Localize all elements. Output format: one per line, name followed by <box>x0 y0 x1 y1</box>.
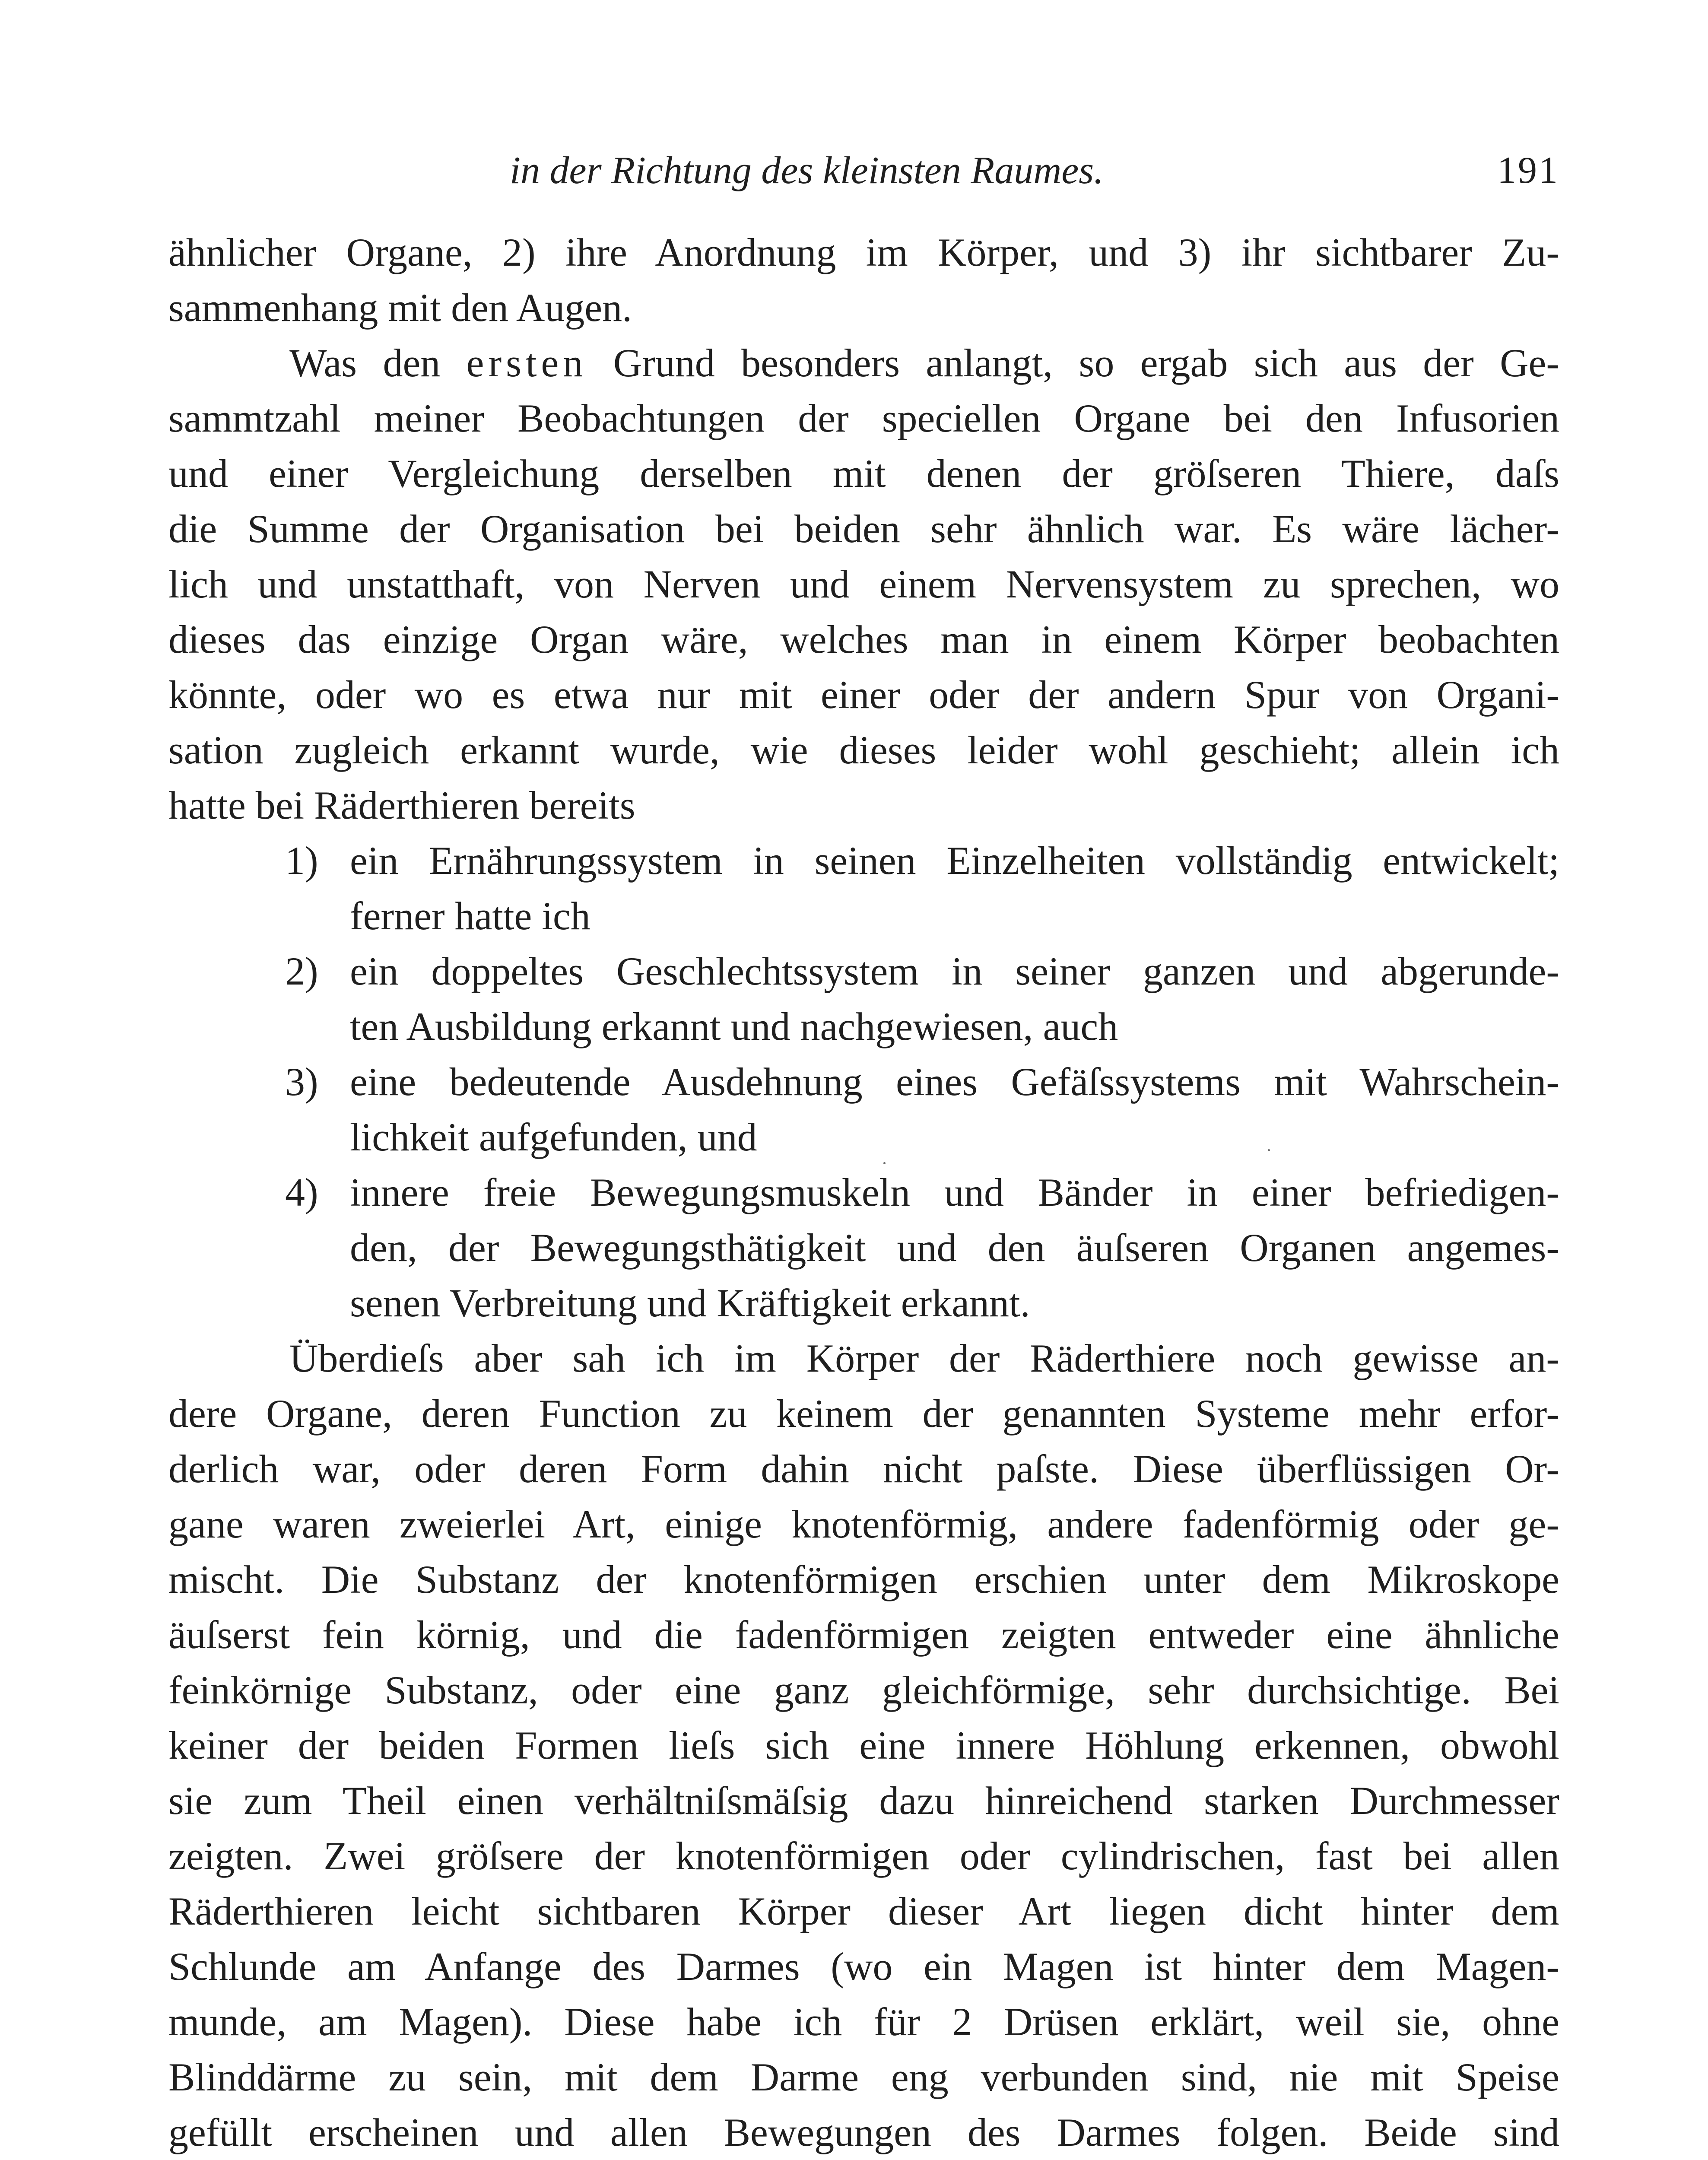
list-number: 3) <box>285 1060 318 1104</box>
body-text <box>168 225 1559 2160</box>
page-number: 191 <box>1497 149 1559 191</box>
text-line: lich und unstatthaft, von Nerven und einem Nervensystem zu sprechen, wo <box>168 562 1559 606</box>
text-line: sie zum Theil einen verhältniſsmäſsig dazu hinreichend starken Durchmesser <box>168 1779 1559 1823</box>
text-line: ten Ausbildung erkannt und nachgewiesen, auch <box>350 1004 1118 1048</box>
text-line: munde, am Magen). Diese habe ich für 2 Drüsen erklärt, weil sie, ohne <box>168 2000 1559 2044</box>
text-line: derlich war, oder deren Form dahin nicht paſste. Diese überflüssigen Or- <box>168 1447 1559 1491</box>
text-line: Überdieſs aber sah ich im Körper der Räderthiere noch gewisse an- <box>289 1336 1559 1380</box>
text-line: keiner der beiden Formen lieſs sich eine innere Höhlung erkennen, obwohl <box>168 1723 1559 1767</box>
text-line: zeigten. Zwei gröſsere der knotenförmigen oder cylindrischen, fast bei allen <box>168 1834 1559 1878</box>
text-line: ähnlicher Organe, 2) ihre Anordnung im Körper, und 3) ihr sichtbarer Zu- <box>168 230 1559 274</box>
text-line: lichkeit aufgefunden, und <box>350 1115 757 1159</box>
emphasized-word: ersten <box>466 341 587 385</box>
list-item-3: 3) eine bedeutende Ausdehnung eines Gefäſssystems mit Wahrschein- <box>168 1054 1559 1109</box>
text-line: sammtzahl meiner Beobachtungen der speciellen Organe bei den Infusorien <box>168 396 1559 440</box>
list-number: 2) <box>285 949 318 993</box>
text-line: ferner hatte ich <box>350 894 590 938</box>
text-line: Blinddärme zu sein, mit dem Darme eng verbunden sind, nie mit Speise <box>168 2055 1559 2099</box>
paper-speck <box>1268 1149 1270 1151</box>
text-line: die Summe der Organisation bei beiden sehr ähnlich war. Es wäre lächer- <box>168 507 1559 551</box>
text-line: sammenhang mit den Augen. <box>168 286 632 330</box>
text-line: dieses das einzige Organ wäre, welches man in einem Körper beobachten <box>168 617 1559 661</box>
text-line: Räderthieren leicht sichtbaren Körper dieser Art liegen dicht hinter dem <box>168 1889 1559 1933</box>
list-item-1: 1) ein Ernährungssystem in seinen Einzelheiten vollständig entwickelt; <box>168 833 1559 888</box>
text-line: mischt. Die Substanz der knotenförmigen erschien unter dem Mikroskope <box>168 1557 1559 1601</box>
text-line: hatte bei Räderthieren bereits <box>168 783 635 827</box>
list-number: 4) <box>285 1170 318 1214</box>
text-line: könnte, oder wo es etwa nur mit einer oder der andern Spur von Organi- <box>168 673 1559 717</box>
text-line: senen Verbreitung und Kräftigkeit erkannt. <box>350 1281 1030 1325</box>
page-header <box>168 143 1559 199</box>
paper-speck <box>883 1162 886 1164</box>
text-line: Schlunde am Anfange des Darmes (wo ein Magen ist hinter dem Magen- <box>168 1944 1559 1988</box>
text-line: Was den ersten Grund besonders anlangt, so ergab sich aus der Ge- <box>289 341 1559 385</box>
text-line: äuſserst fein körnig, und die fadenförmigen zeigten entweder eine ähnliche <box>168 1613 1559 1657</box>
running-title: in der Richtung des kleinsten Raumes. <box>510 149 1104 192</box>
text-line: dere Organe, deren Function zu keinem der genannten Systeme mehr erfor- <box>168 1391 1559 1436</box>
text-line: und einer Vergleichung derselben mit denen der gröſseren Thiere, daſs <box>168 451 1559 496</box>
text-line: feinkörnige Substanz, oder eine ganz gleichförmige, sehr durchsichtige. Bei <box>168 1668 1559 1712</box>
list-number: 1) <box>285 839 318 883</box>
text-line: gefüllt erscheinen und allen Bewegungen des Darmes folgen. Beide sind <box>168 2110 1559 2154</box>
list-item-2: 2) ein doppeltes Geschlechtssystem in seiner ganzen und abgerunde- <box>168 943 1559 999</box>
text-line: gane waren zweierlei Art, einige knotenförmig, andere fadenförmig oder ge- <box>168 1502 1559 1546</box>
text-line: den, der Bewegungsthätigkeit und den äuſseren Organen angemes- <box>350 1226 1559 1270</box>
text-line: sation zugleich erkannt wurde, wie dieses leider wohl geschieht; allein ich <box>168 728 1559 772</box>
list-item-4: 4) innere freie Bewegungsmuskeln und Bänder in einer befriedigen- <box>168 1165 1559 1220</box>
